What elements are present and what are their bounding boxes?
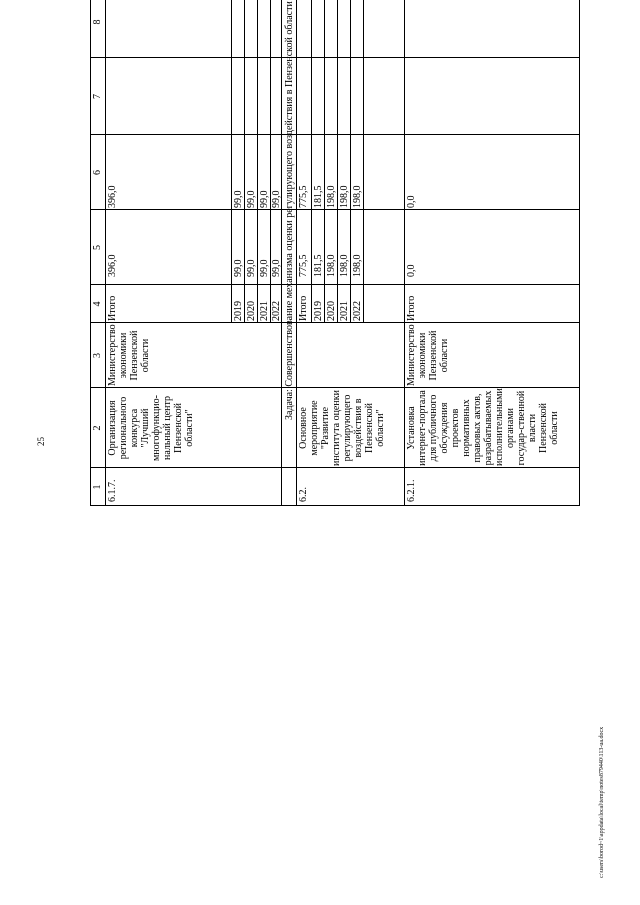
total-label: Итого [107,295,118,321]
col-line [90,209,580,210]
amount: 181,5 [313,254,324,277]
amount-total: 775,5 [298,185,309,208]
row-number: 6.2.1. [406,479,417,502]
col-line [90,322,580,323]
col-header: 8 [92,19,103,25]
year-line [324,0,325,323]
border-left [90,505,580,506]
amount: 99,0 [246,190,257,208]
col-header: 4 [92,301,103,307]
header-line [105,0,106,506]
amount: 99,0 [271,190,282,208]
amount: 99,0 [259,190,270,208]
amount: 198,0 [352,185,363,208]
activity-name: Установка интернет-портала для публичного обсуждения проектов нормативных правовых актов, разрабатываемых исполнительными органами государ-ственной власти Пензенской области [406,388,560,466]
amount: 198,0 [339,185,350,208]
amount-total: 396,0 [107,185,118,208]
year: 2019 [233,301,244,321]
year-line [350,0,351,323]
year: 2022 [352,301,363,321]
year-line [337,0,338,323]
amount: 99,0 [246,259,257,277]
col-header: 6 [92,170,103,175]
amount: 198,0 [339,254,350,277]
col-line [90,467,580,468]
file-path-footer: c:\users\borod~1\appdata\local\temp\notes879440\113-ua.docx [599,726,605,878]
budget-table [90,1,580,882]
border-top [90,0,91,506]
col-line [90,134,580,135]
row-number: 6.1.7. [107,479,118,502]
activity-name: Организация регионального конкурса "Лучший многофункцио-нальный центр Пензенской области" [107,395,195,462]
amount: 99,0 [259,259,270,277]
amount: 181,5 [313,185,324,208]
year-line [363,0,364,323]
amount-total: 0,0 [406,264,417,277]
year-line [257,0,258,323]
amount-total: 0,0 [406,195,417,208]
row-line [281,0,282,506]
amount: 99,0 [233,190,244,208]
amount: 99,0 [233,259,244,277]
col-header: 2 [92,425,103,431]
activity-name: Основное мероприятие "Развитие института оценки регулирующего воздействия в Пензенской области" [298,390,386,466]
amount: 198,0 [352,254,363,277]
year: 2021 [259,301,270,321]
total-label: Итого [406,295,417,321]
border-bottom [579,0,580,506]
section-heading: Задача: Совершенствование механизма оценки регулирующего воздействия в Пензенской области [284,1,295,420]
page-number: 25 [36,437,46,446]
amount: 99,0 [271,259,282,277]
year: 2021 [339,301,350,321]
col-line [90,387,580,388]
col-header: 5 [92,245,103,250]
year: 2020 [246,301,257,321]
row-number: 6.2. [298,487,309,502]
table-content [90,0,580,506]
row-line [404,0,405,506]
col-header: 1 [92,484,103,490]
col-line [90,284,580,285]
row-line [296,0,297,506]
executor: Министерство экономики Пензенской области [107,324,151,386]
amount-total: 396,0 [107,254,118,277]
year-line [311,0,312,323]
col-header: 7 [92,94,103,99]
total-label: Итого [298,295,309,321]
year: 2019 [313,301,324,321]
col-line [90,57,580,58]
amount: 198,0 [326,185,337,208]
year-line [231,0,232,323]
amount: 198,0 [326,254,337,277]
year: 2022 [271,301,282,321]
amount-total: 775,5 [298,254,309,277]
col-header: 3 [92,353,103,358]
year-line [244,0,245,323]
executor: Министерство экономики Пензенской области [406,324,450,386]
year: 2020 [326,301,337,321]
